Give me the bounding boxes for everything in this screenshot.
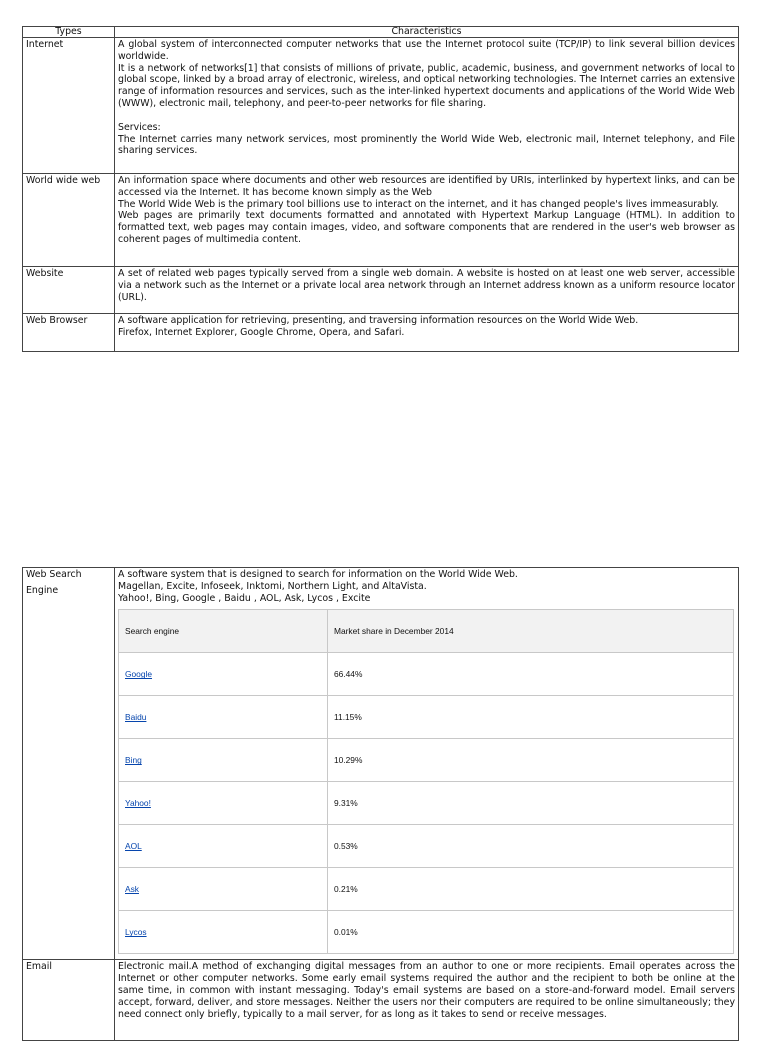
description-line: A software system that is designed to search for information on the World Wide Web. <box>118 569 518 580</box>
description-line: The Internet carries many network services, most prominently the World Wide Web, electronic mail, Internet telephony, and File sharing services. <box>118 133 735 157</box>
row-type: Internet <box>23 38 115 174</box>
description-line: Yahoo!, Bing, Google , Baidu , AOL, Ask, Lycos , Excite <box>118 592 371 604</box>
description-line: A software application for retrieving, presenting, and traversing information resources on the World Wide Web. <box>118 315 639 326</box>
search-engine-link[interactable]: Yahoo! <box>125 798 151 809</box>
description-line: Magellan, Excite, Infoseek, Inktomi, Northern Light, and AltaVista. <box>118 580 427 592</box>
search-engine-link[interactable]: Bing <box>125 755 142 766</box>
search-engine-header: Search engine <box>119 610 328 653</box>
market-share-row <box>119 696 734 739</box>
row-type-line: Web Search <box>26 569 82 580</box>
table-row <box>23 568 739 960</box>
search-engine-link[interactable]: Baidu <box>125 712 147 723</box>
description-line: The World Wide Web is the primary tool billions use to interact on the internet, and it has changed people's lives immeasurably. <box>118 198 719 210</box>
search-engine-link[interactable]: Lycos <box>125 927 147 938</box>
market-share-table <box>118 609 734 954</box>
row-type: Web Browser <box>23 314 115 352</box>
types-header: Types <box>23 27 115 38</box>
description-line: Firefox, Internet Explorer, Google Chrome, Opera, and Safari. <box>118 326 405 338</box>
table-row <box>23 314 739 352</box>
market-share-value: 9.31% <box>328 782 734 825</box>
search-engine-link[interactable]: Google <box>125 669 153 680</box>
market-share-value: 0.21% <box>328 868 734 911</box>
market-share-row <box>119 653 734 696</box>
row-description: Electronic mail.A method of exchanging digital messages from an author to one or more recipients. Email operates across the Internet or other computer networks. Some early email systems required the author and the recipient to both be online at the same time, in common with instant messaging. Today's email systems are based on a store-and-forward model. Email servers accept, forward, deliver, and store messages. Neither the users nor their computers are required to be online simultaneously; they need connect only briefly, typically to a mail server, for as long as it takes to send or receive messages. <box>115 960 739 1041</box>
row-description <box>115 174 739 267</box>
market-share-header-row <box>119 610 734 653</box>
search-engine-link[interactable]: Ask <box>125 884 139 895</box>
market-share-value: 11.15% <box>328 696 734 739</box>
market-share-value: 66.44% <box>328 653 734 696</box>
row-type <box>23 568 115 960</box>
table-row <box>23 174 739 267</box>
description-line: Services: <box>118 121 161 133</box>
table-row <box>23 38 739 174</box>
market-share-value: 0.01% <box>328 911 734 954</box>
row-description <box>115 267 739 314</box>
row-type-line: Engine <box>26 584 59 596</box>
market-share-header: Market share in December 2014 <box>328 610 734 653</box>
description-line: An information space where documents and other web resources are identified by URIs, interlinked by hypertext links, and can be accessed via the Internet. It has become known simply as the Web <box>118 175 735 198</box>
row-type: Email <box>23 960 115 1041</box>
search-engine-link[interactable]: AOL <box>125 841 142 852</box>
row-description <box>115 38 739 174</box>
description-line: It is a network of networks[1] that consists of millions of private, public, academic, business, and government networks of local to global scope, linked by a broad array of electronic, wireless, and optical networking technologies. The Internet carries an extensive range of information resources and services, such as the inter-linked hypertext documents and applications of the World Wide Web (WWW), electronic mail, telephony, and peer-to-peer networks for file sharing. <box>118 62 735 109</box>
table-row <box>23 960 739 1041</box>
description-line: A set of related web pages typically served from a single web domain. A website is hosted on at least one web server, accessible via a network such as the Internet or a private local area network through an Internet address known as a uniform resource locator (URL). <box>118 268 735 303</box>
row-type: World wide web <box>23 174 115 267</box>
market-share-row <box>119 868 734 911</box>
definitions-table-continued <box>22 567 739 1041</box>
market-share-row <box>119 825 734 868</box>
market-share-row <box>119 782 734 825</box>
market-share-row <box>119 739 734 782</box>
market-share-row <box>119 911 734 954</box>
description-line: A global system of interconnected computer networks that use the Internet protocol suite (TCP/IP) to link several billion devices worldwide. <box>118 39 735 62</box>
row-description <box>115 568 739 960</box>
characteristics-header: Characteristics <box>115 27 739 38</box>
row-type: Website <box>23 267 115 314</box>
market-share-value: 0.53% <box>328 825 734 868</box>
row-description <box>115 314 739 352</box>
market-share-value: 10.29% <box>328 739 734 782</box>
definitions-table <box>22 26 739 352</box>
description-line: Web pages are primarily text documents formatted and annotated with Hypertext Markup Language (HTML). In addition to formatted text, web pages may contain images, video, and software components that are rendered in the user's web browser as coherent pages of multimedia content. <box>118 210 735 245</box>
table-row <box>23 267 739 314</box>
table-header-row <box>23 27 739 38</box>
